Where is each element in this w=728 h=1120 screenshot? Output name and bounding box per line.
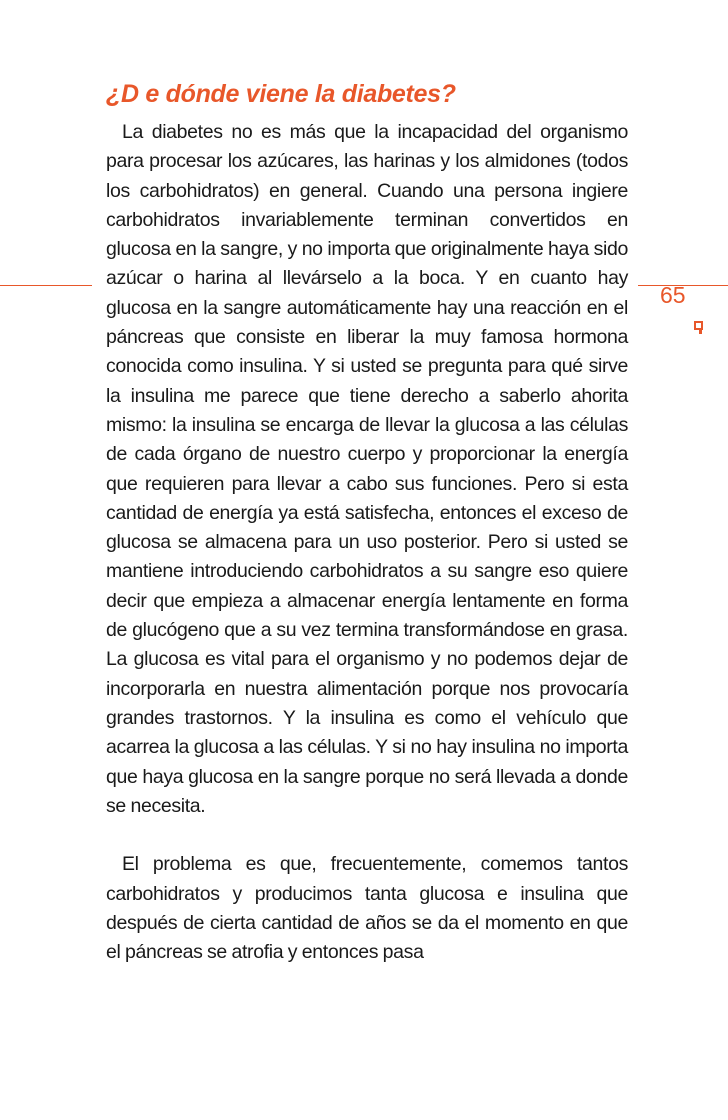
paragraph-1: La diabetes no es más que la incapacidad del organismo para procesar los azúcares, las harinas y los almidones (todos los carbohidratos) en general. Cuando una persona ingiere carbohidratos invariablemente terminan convertidos en glucosa en la sangre, y no importa que originalmente haya sido azúcar o harina al llevárselo a la boca. Y en cuanto hay glucosa en la sangre automáticamente hay una reacción en el páncreas que consiste en liberar la muy famosa hormona conocida como insulina. Y si usted se pregunta para qué sirve la insulina me parece que tiene derecho a saberlo ahorita mismo: la insulina se encarga de llevar la glucosa a las células de cada órgano de nuestro cuerpo y proporcionar la energía que requieren para llevar a cabo sus funciones. Pero si esta cantidad de energía ya está satisfecha, entonces el exceso de glucosa se almacena para un uso posterior. Pero si usted se mantiene introduciendo carbohidratos a su sangre eso quiere decir que empieza a almacenar energía lentamente en forma de glucógeno que a su vez termina transformándose en grasa. La glucosa es vital para el organismo y no podemos dejar de incorporarla en nuestra alimentación porque nos provocaría grandes trastornos. Y la insulina es como el vehículo que acarrea la glucosa a las células. Y si no hay insulina no importa que haya glucosa en la sangre porque no será llevada a donde se necesita. — [106, 121, 628, 817]
page-marker-icon — [694, 321, 703, 330]
paragraph-2: El problema es que, frecuentemente, comemos tantos carbohidratos y producimos tanta glucosa e insulina que después de cierta cantidad de años se da el momento en que el páncreas se atrofia y entonces pasa — [106, 853, 628, 964]
margin-rule-left — [0, 285, 92, 286]
section-heading: ¿D e dónde viene la diabetes? — [106, 80, 456, 108]
page-number: 65 — [660, 282, 686, 308]
body-text — [106, 118, 628, 968]
